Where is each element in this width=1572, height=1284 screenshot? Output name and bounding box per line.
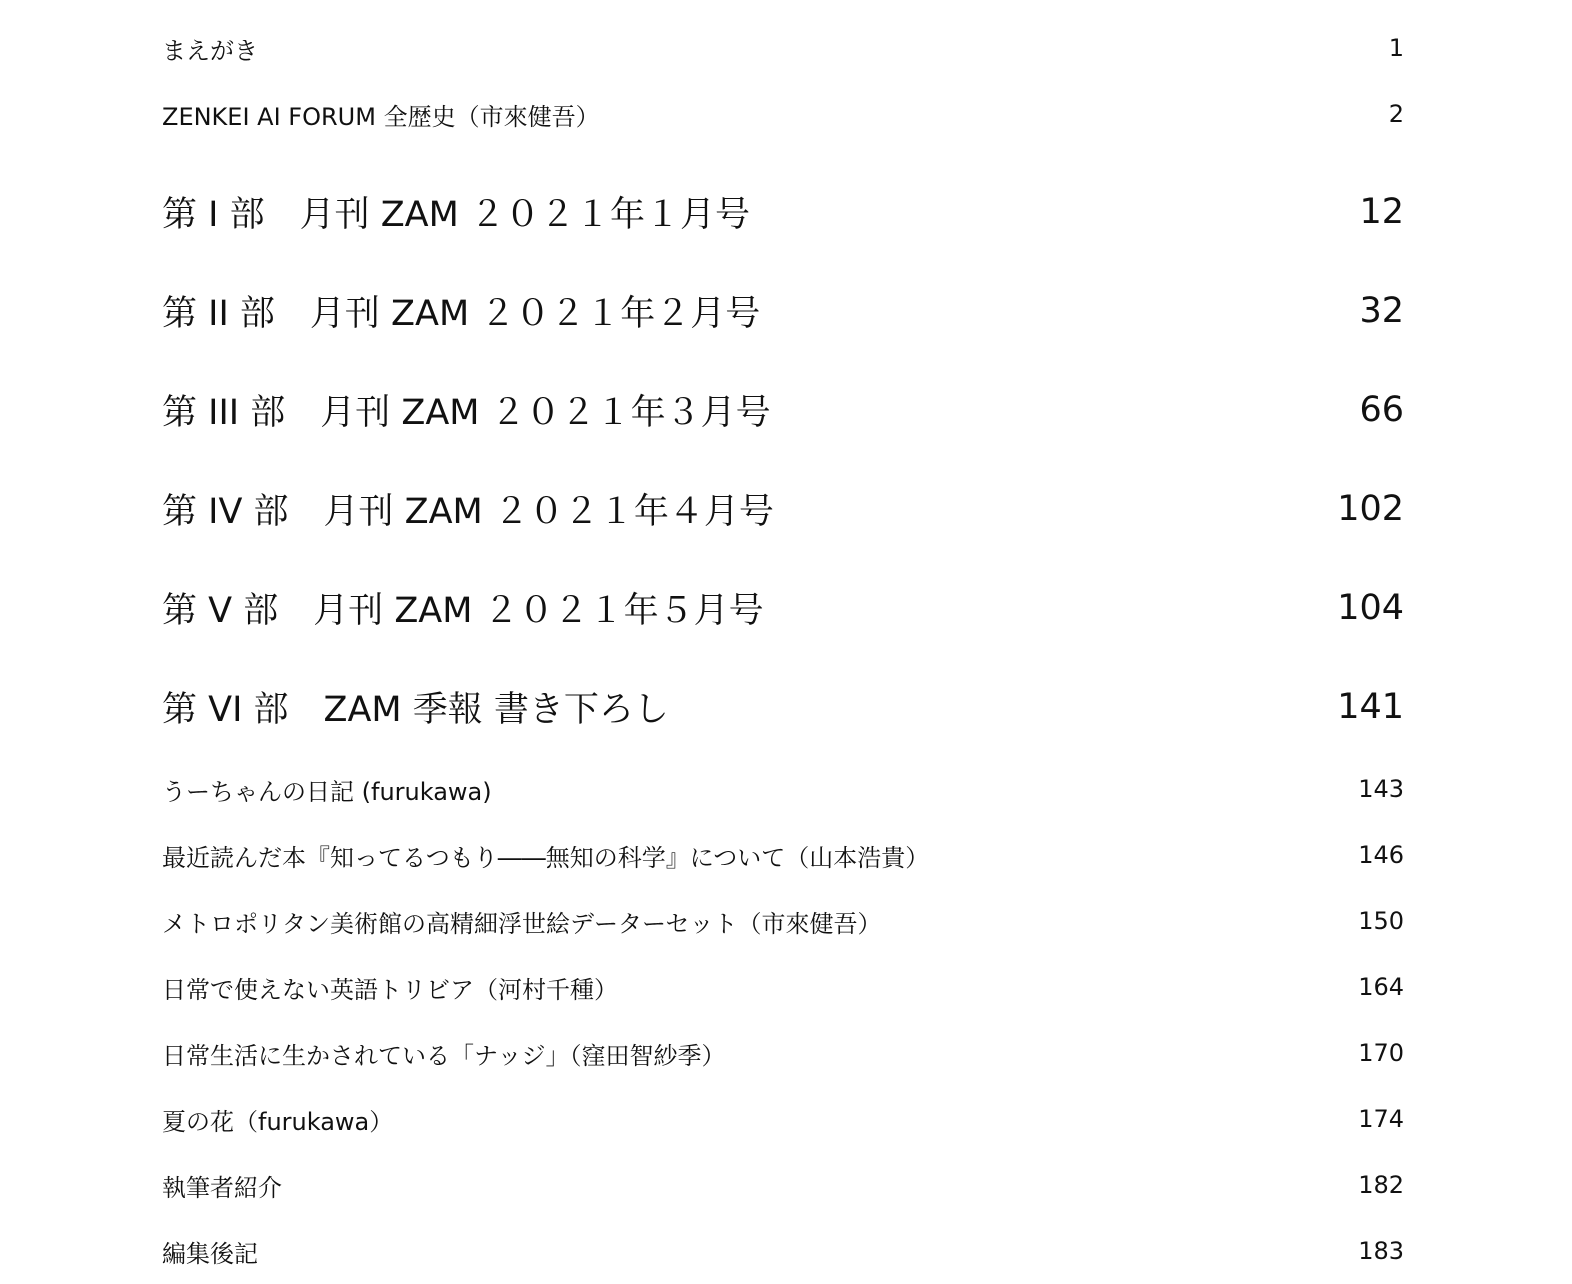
toc-part-title: 第 I 部 月刊 ZAM ２０２１年１月号 <box>162 194 750 235</box>
toc-part-4[interactable] <box>162 459 1404 558</box>
toc-entry-diary[interactable] <box>162 756 1404 822</box>
toc-part-3[interactable] <box>162 360 1404 459</box>
toc-part-title: 第 III 部 月刊 ZAM ２０２１年３月号 <box>162 392 771 433</box>
toc-part-page: 102 <box>1337 488 1404 529</box>
toc-entry-page: 2 <box>1388 100 1404 128</box>
toc-entry-title: 夏の花（furukawa） <box>162 1107 394 1136</box>
toc-entry-title: まえがき <box>162 36 258 65</box>
toc-part-2[interactable] <box>162 261 1404 360</box>
toc-entry-english-trivia[interactable] <box>162 954 1404 1020</box>
toc-entry-title: 執筆者紹介 <box>162 1173 282 1202</box>
toc-entry-page: 164 <box>1358 973 1404 1001</box>
toc-part-page: 12 <box>1359 191 1404 232</box>
toc-entry-title: 日常で使えない英語トリビア（河村千種） <box>162 975 618 1004</box>
toc-entry-page: 150 <box>1358 907 1404 935</box>
toc-entry-forum-history[interactable] <box>162 81 1404 147</box>
toc-entry-afterword[interactable] <box>162 1218 1404 1284</box>
toc-entry-page: 146 <box>1358 841 1404 869</box>
toc-entry-book-review[interactable] <box>162 822 1404 888</box>
toc-entry-title: ZENKEI AI FORUM 全歴史（市來健吾） <box>162 102 600 131</box>
toc-part-5[interactable] <box>162 558 1404 657</box>
toc-entry-preface[interactable] <box>162 15 1404 81</box>
toc-part-page: 66 <box>1359 389 1404 430</box>
toc-entry-page: 143 <box>1358 775 1404 803</box>
toc-part-page: 32 <box>1359 290 1404 331</box>
table-of-contents <box>162 0 1404 1284</box>
toc-entry-title: 日常生活に生かされている「ナッジ」（窪田智紗季） <box>162 1041 726 1070</box>
toc-entry-page: 183 <box>1358 1237 1404 1265</box>
toc-part-title: 第 V 部 月刊 ZAM ２０２１年５月号 <box>162 590 764 631</box>
toc-entry-title: 最近読んだ本『知ってるつもり――無知の科学』について（山本浩貴） <box>162 843 930 872</box>
toc-part-1[interactable] <box>162 162 1404 261</box>
toc-part-title: 第 II 部 月刊 ZAM ２０２１年２月号 <box>162 293 761 334</box>
toc-entry-page: 1 <box>1388 34 1404 62</box>
toc-part-page: 141 <box>1337 686 1404 727</box>
toc-entry-authors[interactable] <box>162 1152 1404 1218</box>
toc-entry-summer-flower[interactable] <box>162 1086 1404 1152</box>
toc-entry-ukiyoe-dataset[interactable] <box>162 888 1404 954</box>
toc-entry-nudge[interactable] <box>162 1020 1404 1086</box>
toc-part-title: 第 IV 部 月刊 ZAM ２０２１年４月号 <box>162 491 774 532</box>
toc-part-title: 第 VI 部 ZAM 季報 書き下ろし <box>162 689 669 730</box>
toc-part-6[interactable] <box>162 657 1404 756</box>
toc-entry-title: 編集後記 <box>162 1239 258 1268</box>
toc-entry-title: メトロポリタン美術館の高精細浮世絵データーセット（市來健吾） <box>162 909 882 938</box>
toc-entry-page: 182 <box>1358 1171 1404 1199</box>
toc-part-page: 104 <box>1337 587 1404 628</box>
toc-entry-page: 170 <box>1358 1039 1404 1067</box>
toc-entry-page: 174 <box>1358 1105 1404 1133</box>
toc-entry-title: うーちゃんの日記 (furukawa) <box>162 777 492 806</box>
